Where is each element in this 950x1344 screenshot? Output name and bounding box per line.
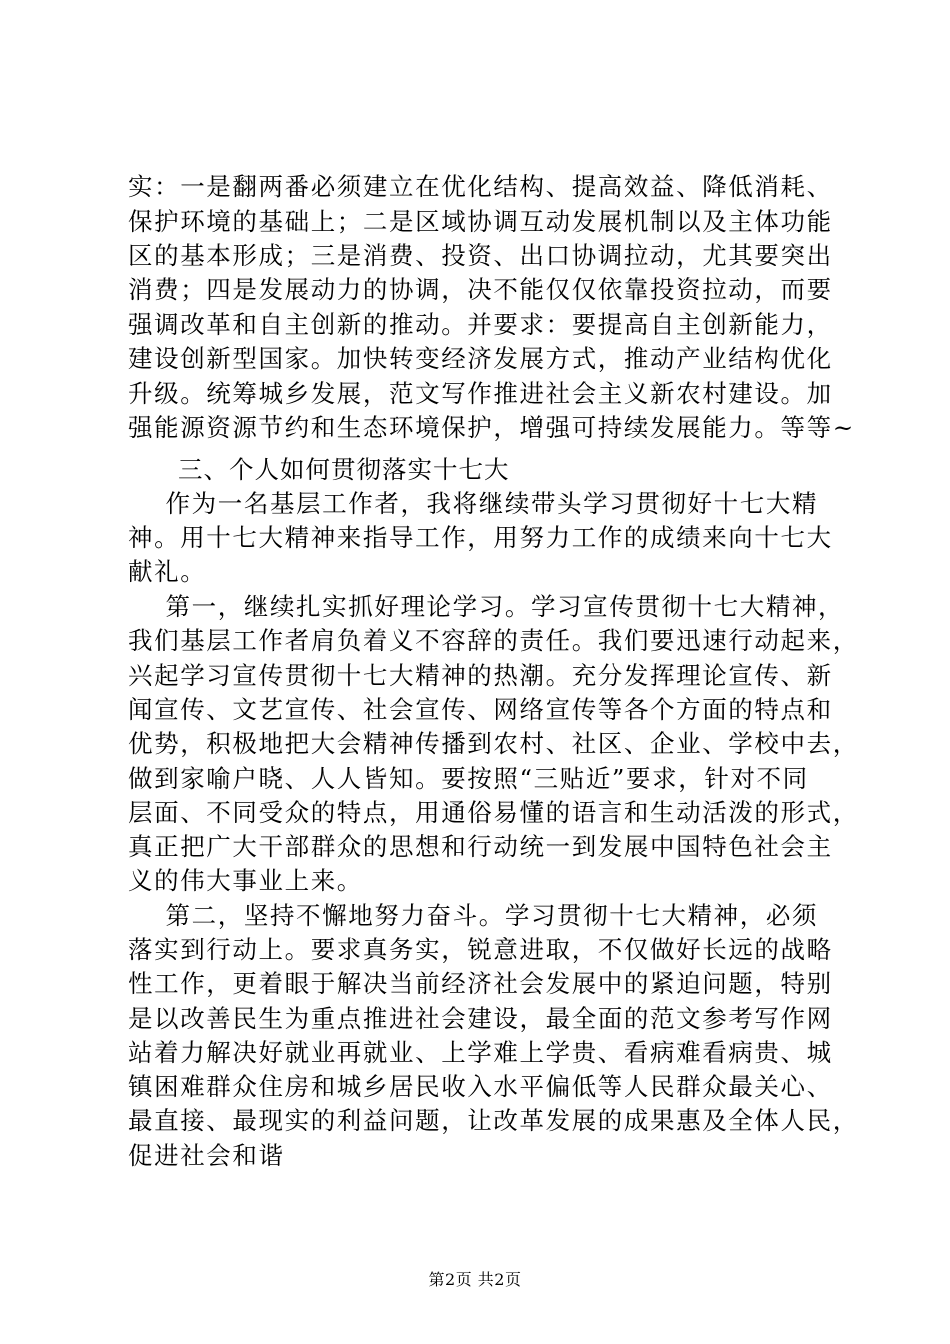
text-line: 消费；四是发展动力的协调，决不能仅仅依靠投资拉动，而要 [128, 275, 833, 304]
text-line: 区的基本形成；三是消费、投资、出口协调拉动，尤其要突出 [128, 241, 833, 270]
text-line: 升级。统筹城乡发展，范文写作推进社会主义新农村建设。加 [128, 379, 833, 408]
text-line: 兴起学习宣传贯彻十七大精神的热潮。充分发挥理论宣传、新 [128, 661, 833, 690]
text-line: 第一，继续扎实抓好理论学习。学习宣传贯彻十七大精神， [128, 592, 845, 621]
text-line: 神。用十七大精神来指导工作，用努力工作的成绩来向十七大 [128, 523, 833, 552]
text-line: 我们基层工作者肩负着义不容辞的责任。我们要迅速行动起来， [128, 626, 859, 655]
text-line: 强调改革和自主创新的推动。并要求：要提高自主创新能力， [128, 310, 833, 339]
text-line: 献礼。 [128, 557, 207, 586]
text-line: 实：一是翻两番必须建立在优化结构、提高效益、降低消耗、 [128, 172, 833, 201]
section-heading: 三、个人如何贯彻落实十七大 [178, 455, 510, 484]
text-line: 真正把广大干部群众的思想和行动统一到发展中国特色社会主 [128, 832, 833, 861]
text-line: 优势，积极地把大会精神传播到农村、社区、企业、学校中去， [128, 729, 859, 758]
text-line: 建设创新型国家。加快转变经济发展方式，推动产业结构优化 [128, 344, 833, 373]
text-line: 促进社会和谐 [128, 1141, 285, 1170]
text-line: 层面、不同受众的特点，用通俗易懂的语言和生动活泼的形式， [128, 798, 859, 827]
text-line: 保护环境的基础上；二是区域协调互动发展机制以及主体功能 [128, 207, 833, 236]
text-line: 性工作，更着眼于解决当前经济社会发展中的紧迫问题，特别 [128, 969, 833, 998]
text-line: 强能源资源节约和生态环境保护，增强可持续发展能力。等等~ [128, 413, 855, 442]
text-line: 第二，坚持不懈地努力奋斗。学习贯彻十七大精神，必须 [128, 901, 819, 930]
text-line: 落实到行动上。要求真务实，锐意进取，不仅做好长远的战略 [128, 935, 833, 964]
text-line: 作为一名基层工作者，我将继续带头学习贯彻好十七大精 [128, 489, 819, 518]
text-line: 是以改善民生为重点推进社会建设，最全面的范文参考写作网 [128, 1004, 833, 1033]
text-line: 最直接、最现实的利益问题，让改革发展的成果惠及全体人民， [128, 1106, 859, 1135]
text-line: 站着力解决好就业再就业、上学难上学贵、看病难看病贵、城 [128, 1038, 833, 1067]
text-line: 做到家喻户晓、人人皆知。要按照“三贴近”要求，针对不同 [128, 764, 809, 793]
text-line: 镇困难群众住房和城乡居民收入水平偏低等人民群众最关心、 [128, 1072, 833, 1101]
page-number: 第2页 共2页 [428, 1270, 522, 1289]
text-line: 义的伟大事业上来。 [128, 866, 363, 895]
text-line: 闻宣传、文艺宣传、社会宣传、网络宣传等各个方面的特点和 [128, 695, 833, 724]
